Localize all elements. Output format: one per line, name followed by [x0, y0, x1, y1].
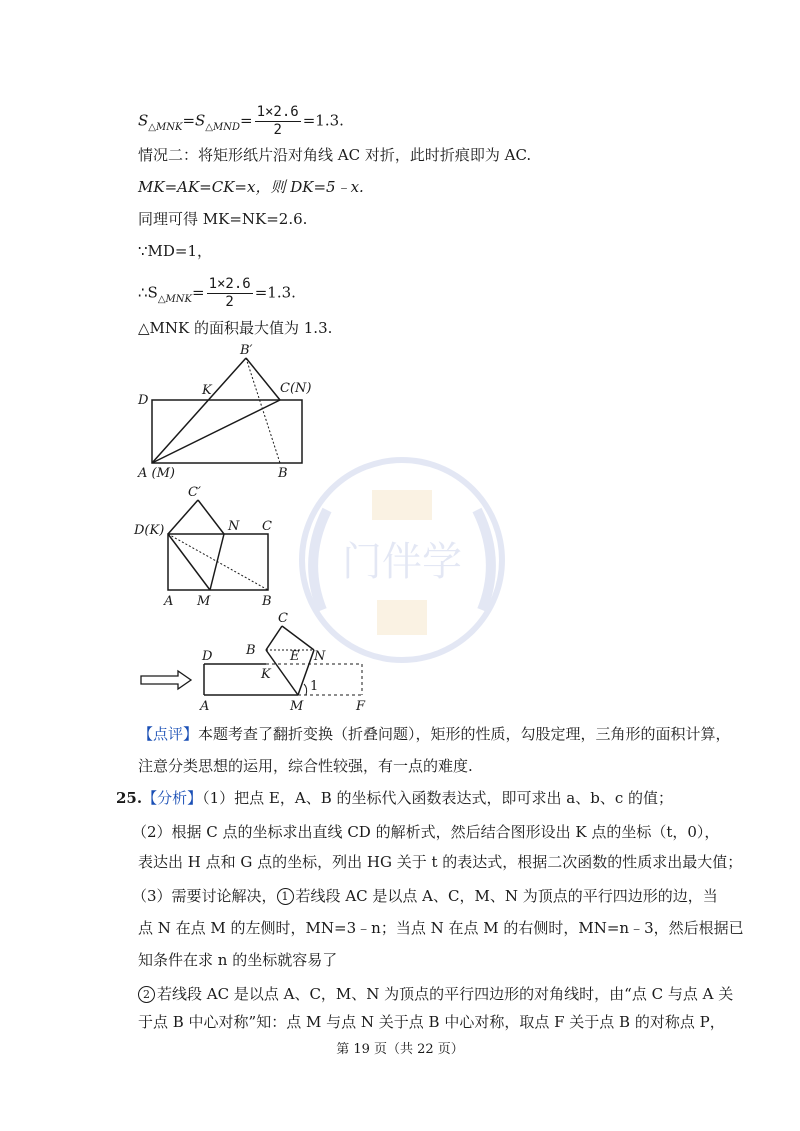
- label-d: D: [138, 393, 149, 408]
- label-d-k: D(K): [134, 523, 165, 538]
- circled-number-1: 1: [277, 888, 294, 905]
- label-a: A: [200, 699, 210, 714]
- label-k: K: [261, 667, 271, 682]
- watermark-text: 门伴学: [342, 539, 462, 585]
- fraction: $\frac{1\times 2.6}{2}$: [256, 104, 299, 138]
- label-c: C: [278, 611, 288, 626]
- analysis-line-7: 2 若线段 AC 是以点 A、C，M、N 为顶点的平行四边形的对角线时，由“点 C 与点 A 关: [138, 984, 733, 1004]
- circled-number-2: 2: [138, 986, 155, 1003]
- analysis-line-6: 知条件在求 n 的坐标就容易了: [138, 951, 338, 969]
- label-b: B: [246, 643, 256, 658]
- question-number: 25.: [116, 789, 143, 807]
- text-line-3: MK=AK=CK=x，则 DK=5﹣x.: [138, 178, 364, 196]
- label-b-prime: B′: [240, 343, 253, 358]
- label-a: A: [164, 594, 174, 609]
- label-c-n: C(N): [280, 381, 312, 396]
- label-angle-1: 1: [310, 679, 319, 694]
- text-line-5: ∵MD=1，: [138, 242, 213, 260]
- text-line-2: 情况二：将矩形纸片沿对角线 AC 对折，此时折痕即为 AC.: [138, 146, 532, 164]
- analysis-line-4: （3）需要讨论解决， 1 若线段 AC 是以点 A、C，M、N 为顶点的平行四边形的边，当: [132, 887, 718, 905]
- label-c: C: [262, 519, 272, 534]
- figure-3: [136, 608, 376, 716]
- label-a-m: A (M): [138, 466, 175, 481]
- label-d: D: [202, 649, 213, 664]
- text-line-7: △MNK 的面积最大值为 1.3.: [138, 319, 333, 337]
- label-k: K: [202, 383, 212, 398]
- analysis-line-1: 25.【分析】（1）把点 E，A、B 的坐标代入函数表达式，即可求出 a、b、c 的值；: [116, 789, 673, 807]
- label-b: B: [262, 594, 272, 609]
- label-e: E: [290, 649, 300, 664]
- label-m: M: [197, 594, 211, 609]
- label-m: M: [290, 699, 304, 714]
- analysis-tag: 【分析】: [142, 789, 203, 807]
- formula-line-6: $\therefore S_{\triangle MNK}=$ $\frac{1\times 2.6}{2}$ =1.3.: [138, 276, 296, 310]
- label-n: N: [228, 519, 240, 534]
- analysis-line-8: 于点 B 中心对称”知：点 M 与点 N 关于点 B 中心对称，取点 F 关于点 B 的对称点 P，: [138, 1013, 725, 1031]
- comment-line-1: 【点评】本题考查了翻折变换（折叠问题），矩形的性质，勾股定理，三角形的面积计算，: [138, 725, 731, 743]
- figure-2: [130, 482, 290, 610]
- label-c-prime: C′: [188, 485, 201, 500]
- page-footer: 第 19 页（共 22 页）: [336, 1042, 464, 1057]
- comment-tag: 【点评】: [138, 725, 199, 743]
- label-b: B: [278, 466, 288, 481]
- analysis-line-3: 表达出 H 点和 G 点的坐标，列出 HG 关于 t 的表达式，根据二次函数的性质求出最大值；: [138, 853, 743, 871]
- label-f: F: [356, 699, 366, 714]
- analysis-line-5: 点 N 在点 M 的左侧时，MN=3﹣n；当点 N 在点 M 的右侧时，MN=n﹣3，然后根据已: [138, 919, 744, 937]
- fraction: $\frac{1\times 2.6}{2}$: [208, 276, 251, 310]
- text-line-4: 同理可得 MK=NK=2.6.: [138, 210, 308, 228]
- comment-line-2: 注意分类思想的运用，综合性较强，有一点的难度.: [138, 757, 473, 775]
- figure-1: [130, 340, 330, 485]
- formula-line-1: $S_{\triangle MNK}=S_{\triangle MND}=$ $\frac{1\times 2.6}{2}$ =1.3.: [138, 104, 344, 138]
- label-n: N: [314, 649, 326, 664]
- analysis-line-2: （2）根据 C 点的坐标求出直线 CD 的解析式，然后结合图形设出 K 点的坐标（t，0），: [132, 823, 720, 841]
